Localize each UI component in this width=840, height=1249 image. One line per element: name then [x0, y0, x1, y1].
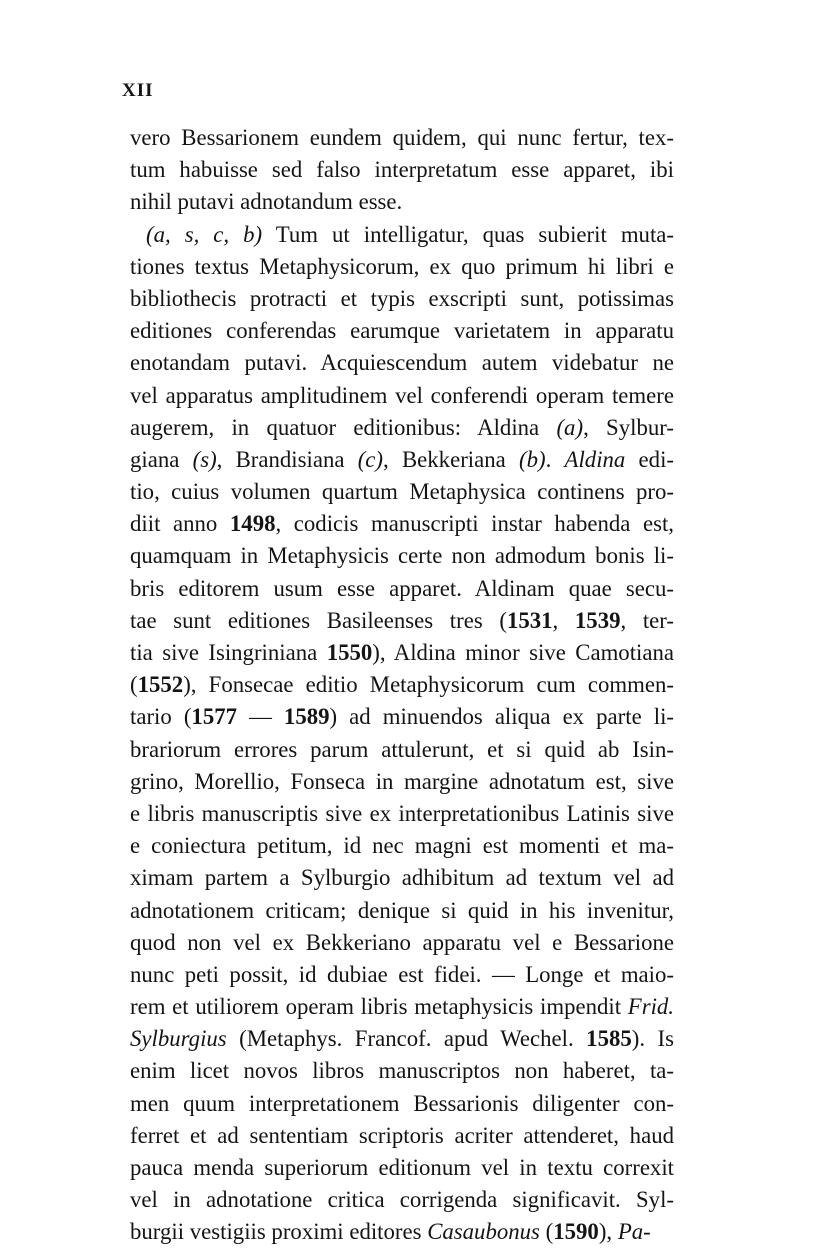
- text-segment: bris editorem usum esse apparet. Aldinam quae secu-: [130, 575, 674, 601]
- text-line: [130, 1216, 674, 1248]
- text-line: [130, 1088, 674, 1120]
- text-segment: editiones conferendas earumque varietatem in apparatu: [130, 318, 674, 344]
- text-segment: pauca menda superiorum editionum vel in textu correxit: [130, 1155, 674, 1180]
- text-segment: vel in adnotatione critica corrigenda significavit. Syl-: [130, 1187, 674, 1213]
- text-line: [130, 283, 674, 315]
- text-line: [130, 766, 674, 798]
- text-segment: diit anno: [130, 511, 230, 537]
- text-line: [130, 508, 674, 540]
- text-line: [130, 476, 674, 508]
- text-segment: ximam partem a Sylburgio adhibitum ad textum vel ad: [130, 865, 674, 891]
- text-segment: enim licet novos libros manuscriptos non haberet, ta-: [130, 1058, 674, 1084]
- text-line: [130, 1152, 674, 1184]
- text-segment: , Sylbur-: [583, 414, 674, 440]
- text-segment: men quum interpretationem Bessarionis diligenter con-: [130, 1090, 674, 1116]
- bold-text: 1531: [506, 607, 553, 633]
- text-line: [130, 219, 674, 251]
- text-line: [130, 412, 674, 444]
- text-segment: e coniectura petitum, id nec magni est momenti et ma-: [130, 833, 674, 859]
- text-segment: ),: [598, 1219, 618, 1245]
- bold-text: 1589: [283, 704, 330, 730]
- text-segment: —: [237, 704, 284, 730]
- text-segment: ,: [552, 607, 575, 633]
- text-segment: (Metaphys. Francof. apud Wechel.: [226, 1026, 587, 1052]
- text-segment: brariorum errores parum attulerunt, et si quid ab Isin-: [130, 736, 674, 762]
- bold-text: 1577: [191, 704, 238, 730]
- text-segment: (: [130, 672, 138, 698]
- text-line: [130, 1055, 674, 1087]
- text-line: [130, 605, 674, 637]
- text-segment: (: [539, 1219, 554, 1245]
- text-line: [130, 444, 674, 476]
- text-line: [130, 637, 674, 669]
- text-segment: augerem, in quatuor editionibus: Aldina: [130, 414, 557, 440]
- italic-text: (b): [519, 446, 546, 472]
- page-number: XII: [122, 80, 154, 101]
- text-segment: nunc peti possit, id dubiae est fidei. — Longe et maio-: [130, 961, 674, 987]
- bold-text: 1498: [229, 511, 276, 537]
- bold-text: 1585: [586, 1026, 632, 1052]
- text-line: [130, 701, 674, 733]
- text-line: [130, 669, 674, 701]
- text-segment: tia sive Isingriniana: [130, 640, 327, 665]
- bold-text: 1539: [574, 607, 621, 633]
- text-segment: e libris manuscriptis sive ex interpretationibus Latinis sive: [130, 800, 674, 826]
- text-line: [130, 862, 674, 894]
- text-line: [130, 347, 674, 379]
- text-line: [130, 1023, 674, 1055]
- text-segment: adnotationem criticam; denique si quid in his invenitur,: [130, 897, 674, 923]
- italic-text: Casaubonus: [427, 1219, 540, 1245]
- text-segment: grino, Morellio, Fonseca in margine adnotatum est, sive: [130, 768, 674, 794]
- text-segment: quamquam in Metaphysicis certe non admodum bonis li-: [130, 543, 674, 569]
- text-segment: enotandam putavi. Acquiescendum autem videbatur ne: [130, 350, 674, 376]
- text-segment: .: [545, 446, 565, 472]
- text-segment: , Brandisiana: [216, 446, 358, 472]
- text-line: [130, 186, 674, 218]
- text-segment: nihil putavi adnotandum esse.: [130, 189, 403, 215]
- text-segment: bibliothecis protracti et typis exscripti sunt, potissimas: [130, 285, 674, 311]
- italic-text: (a, s, c, b): [146, 221, 263, 247]
- text-line: [130, 154, 674, 186]
- text-segment: burgii vestigiis proximi editores: [130, 1219, 428, 1245]
- italic-text: Frid.: [627, 994, 674, 1020]
- body-text: [130, 122, 674, 1249]
- text-segment: Tum ut intelligatur, quas subierit muta-: [262, 221, 674, 247]
- text-segment: tio, cuius volumen quartum Metaphysica continens pro-: [130, 479, 674, 505]
- text-line: [130, 315, 674, 347]
- text-segment: vero Bessarionem eundem quidem, qui nunc fertur, tex-: [130, 125, 674, 150]
- text-segment: , Bekkeriana: [383, 446, 519, 472]
- italic-text: Sylburgius: [130, 1026, 227, 1052]
- text-segment: ) ad minuendos aliqua ex parte li-: [329, 704, 674, 730]
- text-line: [130, 830, 674, 862]
- text-line: [130, 1184, 674, 1216]
- italic-text: (a): [556, 414, 584, 440]
- text-line: [130, 927, 674, 959]
- text-line: [130, 380, 674, 412]
- bold-text: 1550: [326, 640, 373, 665]
- bold-text: 1552: [137, 672, 184, 698]
- text-segment: tiones textus Metaphysicorum, ex quo primum hi libri e: [130, 253, 674, 279]
- italic-text: Pa-: [617, 1219, 651, 1245]
- text-line: [130, 959, 674, 991]
- text-line: [130, 991, 674, 1023]
- text-segment: vel apparatus amplitudinem vel conferendi operam temere: [130, 382, 674, 408]
- text-line: [130, 798, 674, 830]
- text-segment: tario (: [130, 704, 192, 730]
- text-segment: ), Aldina minor sive Camotiana: [372, 640, 675, 665]
- text-segment: rem et utiliorem operam libris metaphysicis impendit: [130, 994, 628, 1020]
- text-line: [130, 540, 674, 572]
- text-line: [130, 122, 674, 154]
- bold-text: 1590: [553, 1219, 599, 1245]
- text-segment: quod non vel ex Bekkeriano apparatu vel e Bessarione: [130, 929, 674, 955]
- text-segment: ). Is: [631, 1026, 674, 1052]
- text-line: [130, 734, 674, 766]
- text-segment: , ter-: [620, 607, 675, 633]
- text-line: [130, 895, 674, 927]
- text-segment: , codicis manuscripti instar habenda est,: [275, 511, 674, 537]
- text-line: [130, 573, 674, 605]
- text-line: [130, 1120, 674, 1152]
- text-segment: giana: [130, 446, 193, 472]
- text-segment: ), Fonsecae editio Metaphysicorum cum commen-: [183, 672, 674, 698]
- text-segment: ferret et ad sententiam scriptoris acriter attenderet, haud: [130, 1122, 674, 1148]
- text-segment: tae sunt editiones Basileenses tres (: [130, 607, 507, 633]
- text-segment: tum habuisse sed falso interpretatum esse apparet, ibi: [130, 157, 674, 183]
- italic-text: Aldina: [564, 446, 626, 472]
- italic-text: (c): [357, 446, 384, 472]
- text-line: [130, 251, 674, 283]
- italic-text: (s): [192, 446, 217, 472]
- text-segment: edi-: [625, 446, 674, 472]
